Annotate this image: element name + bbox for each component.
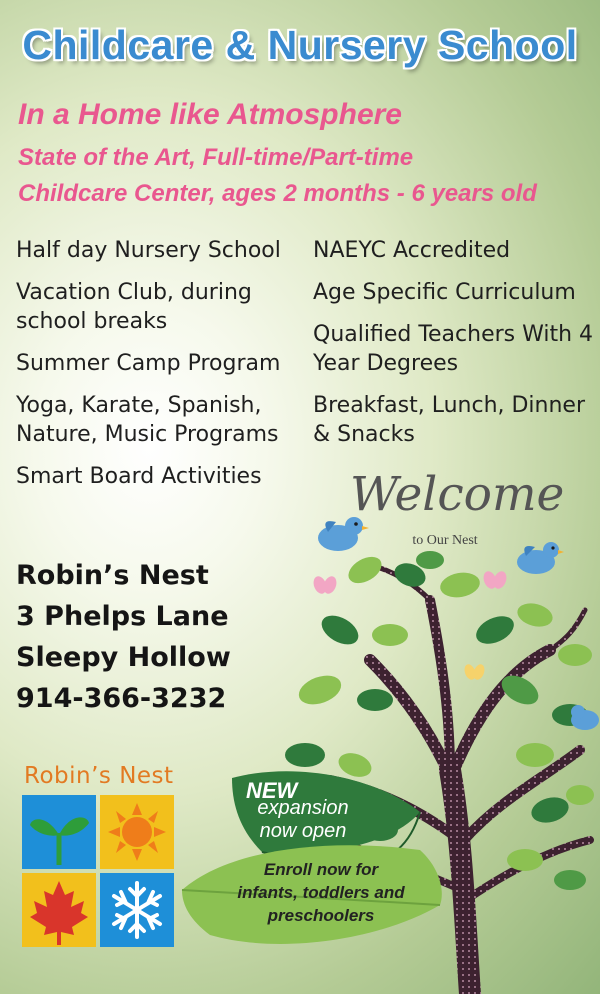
feature-item: Vacation Club, during school breaks	[16, 280, 252, 334]
robins-nest-logo	[22, 795, 174, 947]
expansion-line: expansion	[257, 797, 349, 819]
expansion-line: now open	[259, 820, 347, 842]
tagline-ages: Childcare Center, ages 2 months - 6 years old	[18, 180, 537, 207]
tagline-schedule: State of the Art, Full-time/Part-time	[18, 144, 414, 171]
feature-item: NAEYC Accredited	[313, 238, 511, 263]
school-name: Robin’s Nest	[16, 560, 209, 591]
feature-item: Breakfast, Lunch, Dinner & Snacks	[313, 393, 586, 447]
feature-item: Smart Board Activities	[16, 464, 262, 489]
welcome-heading: Welcome	[350, 467, 565, 522]
feature-item: Age Specific Curriculum	[313, 280, 576, 305]
expansion-text	[238, 797, 368, 843]
feature-item: Qualified Teachers With 4 Year Degrees	[313, 322, 594, 376]
phone-number[interactable]: 914-366-3232	[16, 683, 227, 714]
new-label: NEW	[246, 778, 298, 803]
feature-item: Summer Camp Program	[16, 351, 281, 376]
welcome-subtitle: to Our Nest	[412, 533, 478, 548]
ad-title: Childcare & Nursery School	[22, 22, 578, 68]
enroll-line: Enroll now for	[263, 860, 379, 879]
feature-item: Half day Nursery School	[16, 238, 281, 263]
town: Sleepy Hollow	[16, 642, 231, 673]
enroll-text	[222, 858, 420, 927]
tagline-home-atmosphere: In a Home like Atmosphere	[18, 98, 402, 131]
enroll-line: preschoolers	[267, 906, 375, 925]
enroll-line: infants, toddlers and	[237, 883, 405, 902]
feature-item: Yoga, Karate, Spanish, Nature, Music Programs	[16, 393, 279, 447]
logo-wordmark: Robin’s Nest	[24, 763, 174, 789]
street-address: 3 Phelps Lane	[16, 601, 229, 632]
sun-icon	[108, 803, 166, 861]
